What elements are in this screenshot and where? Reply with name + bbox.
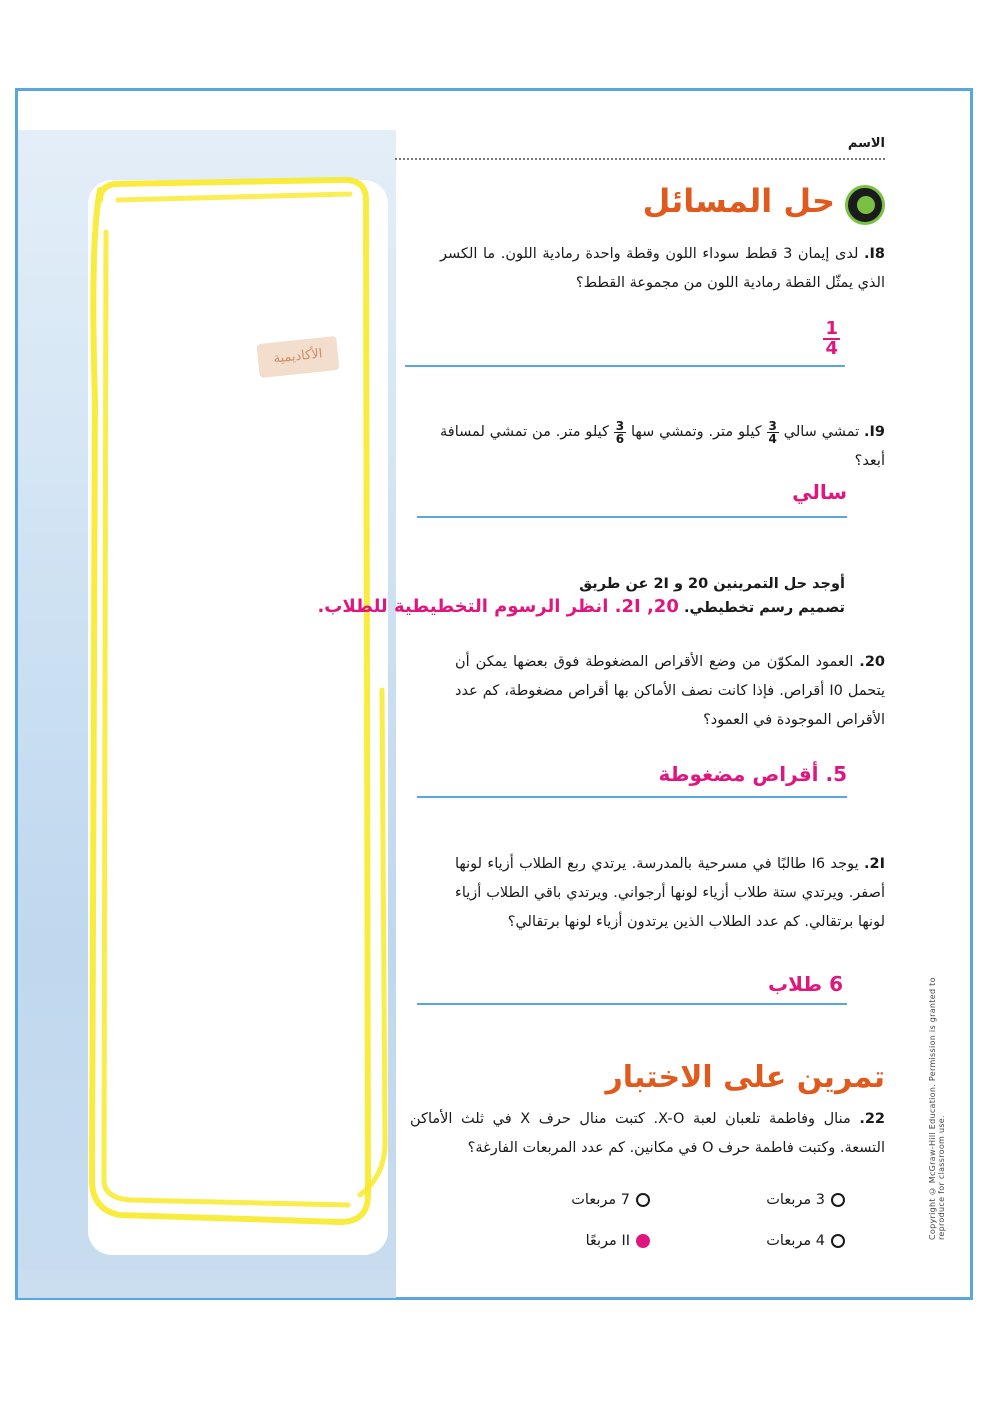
question-text: منال وفاطمة تلعبان لعبة X-O. كتبت منال حرف X في ثلث الأماكن التسعة. وكتبت فاطمة حرف O في مكانين. كم عدد المربعات الفارغة؟ bbox=[410, 1111, 885, 1156]
answer-fraction bbox=[823, 320, 840, 358]
question-text: العمود المكوّن من وضع الأقراص المضغوطة فوق بعضها يمكن أن يتحمل I0 أقراص. فإذا كانت نصف الأماكن بها أقراص مضغوطة، كم عدد الأقراص الموجودة في العمود؟ bbox=[455, 654, 885, 728]
option-c-label: 4 مربعات bbox=[766, 1233, 825, 1249]
instruction-line-1: أوجد حل التمرينين 20 و 2I عن طريق bbox=[579, 576, 845, 592]
side-sheet bbox=[88, 180, 388, 1255]
answer-line-21[interactable] bbox=[417, 1003, 847, 1005]
instruction-row-2 bbox=[317, 596, 845, 620]
name-label: الاسم bbox=[847, 136, 885, 151]
answer-line-18[interactable] bbox=[405, 365, 845, 367]
option-b[interactable] bbox=[571, 1192, 650, 1208]
question-text-b: كيلو متر. وتمشي سها bbox=[631, 424, 762, 440]
question-number: I9. bbox=[864, 424, 886, 440]
answer-18 bbox=[823, 320, 840, 358]
name-line[interactable] bbox=[395, 158, 885, 160]
question-text-a: تمشي سالي bbox=[783, 424, 860, 440]
instruction bbox=[415, 572, 845, 596]
fraction-numerator: 3 bbox=[768, 418, 777, 433]
instruction-answer: 2I ,20. انظر الرسوم التخطيطية للطلاب. bbox=[317, 596, 679, 617]
question-19 bbox=[440, 418, 885, 476]
worksheet-content bbox=[317, 130, 895, 1300]
question-number: I8. bbox=[863, 246, 885, 262]
answer-line-19[interactable] bbox=[417, 516, 847, 518]
side-image-panel bbox=[18, 130, 396, 1298]
answer-20: 5. أقراص مضغوطة bbox=[658, 762, 847, 786]
fraction-denominator: 4 bbox=[825, 338, 838, 359]
fraction-numerator: 1 bbox=[825, 318, 838, 339]
option-d-bubble-selected-icon[interactable] bbox=[636, 1234, 650, 1248]
side-stamp: الأكاديمية bbox=[256, 336, 339, 378]
question-20 bbox=[455, 648, 885, 735]
question-text: لدى إيمان 3 قطط سوداء اللون وقطة واحدة رمادية اللون. ما الكسر الذي يمثّل القطة رمادية اللون من مجموعة القطط؟ bbox=[440, 246, 885, 291]
instruction-line-2: تصميم رسم تخطيطي. bbox=[683, 600, 845, 616]
option-b-label: 7 مربعات bbox=[571, 1192, 630, 1208]
answer-19: سالي bbox=[792, 480, 847, 504]
section-title: حل المسائل bbox=[642, 182, 835, 220]
option-d-label: II مربعًا bbox=[585, 1233, 630, 1249]
option-a-bubble-icon[interactable] bbox=[831, 1193, 845, 1207]
question-18 bbox=[440, 240, 885, 298]
question-21 bbox=[455, 850, 885, 937]
globe-icon bbox=[845, 185, 885, 225]
fraction-denominator: 6 bbox=[615, 431, 625, 446]
question-22 bbox=[410, 1105, 885, 1163]
answer-line-20[interactable] bbox=[417, 796, 847, 798]
fraction-3-4 bbox=[767, 420, 779, 445]
option-a[interactable] bbox=[766, 1192, 845, 1208]
copyright-credit: Copyright © McGraw-Hill Education. Permission is granted to reproduce for classroom use. bbox=[928, 977, 946, 1240]
question-text-c: كيلو متر. من تمشي لمسافة أبعد؟ bbox=[440, 424, 885, 469]
answer-21: 6 طلاب bbox=[767, 972, 843, 996]
fraction-3-6 bbox=[614, 420, 626, 445]
question-number: 20. bbox=[859, 654, 885, 670]
option-a-label: 3 مربعات bbox=[766, 1192, 825, 1208]
question-number: 22. bbox=[859, 1111, 886, 1127]
question-text: يوجد I6 طالبًا في مسرحية بالمدرسة. يرتدي ربع الطلاب أزياء لونها أصفر. ويرتدي ستة طلاب أزياء لونها أرجواني. ويرتدي باقي الطلاب أزياء لونها برتقالي. كم عدد الطلاب الذين يرتدون أزياء لونها برتقالي؟ bbox=[455, 856, 885, 930]
option-d[interactable] bbox=[586, 1233, 650, 1249]
question-number: 2I. bbox=[864, 856, 885, 872]
test-practice-title: تمرين على الاختبار bbox=[605, 1060, 885, 1095]
option-c-bubble-icon[interactable] bbox=[831, 1234, 845, 1248]
fraction-denominator: 4 bbox=[768, 431, 777, 446]
fraction-numerator: 3 bbox=[615, 418, 625, 433]
option-b-bubble-icon[interactable] bbox=[636, 1193, 650, 1207]
option-c[interactable] bbox=[766, 1233, 845, 1249]
